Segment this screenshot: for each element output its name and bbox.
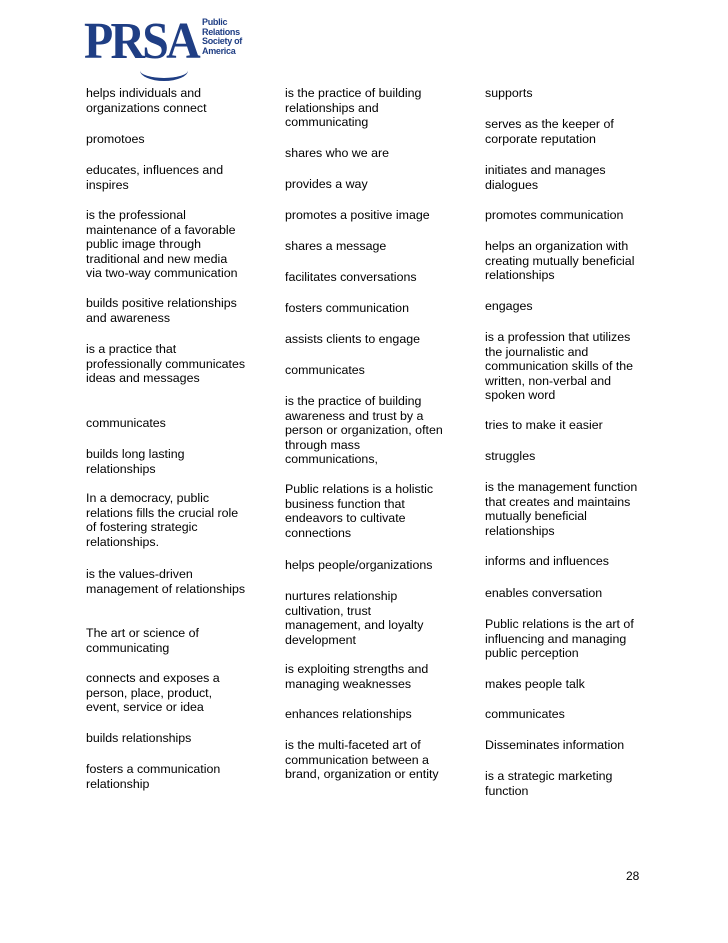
definition-entry: builds positive relationships and awareness [86, 296, 237, 325]
definition-entry: engages [485, 299, 533, 313]
logo-line: Public [202, 17, 228, 27]
definition-entry: Public relations is the art of influencing and managing public perception [485, 617, 634, 660]
definition-entry: The art or science of communicating [86, 626, 199, 655]
definition-entry: communicates [86, 416, 166, 430]
definition-entry: promotes a positive image [285, 208, 430, 222]
definition-entry: informs and influences [485, 554, 609, 568]
definition-entry: helps individuals and organizations connect [86, 86, 207, 115]
definition-entry: makes people talk [485, 677, 585, 691]
logo-line: Relations [202, 26, 240, 37]
definition-entry: is a strategic marketing function [485, 769, 613, 798]
definition-entry: nurtures relationship cultivation, trust management, and loyalty development [285, 589, 424, 647]
page-number: 28 [626, 869, 640, 883]
definition-entry: communicates [485, 707, 565, 721]
definition-entry: serves as the keeper of corporate reputation [485, 117, 614, 146]
definition-entry: fosters a communication relationship [86, 762, 221, 791]
definition-entry: provides a way [285, 177, 368, 191]
definition-entry: builds relationships [86, 731, 192, 745]
prsa-logo [84, 14, 264, 76]
definition-entry: is the practice of building relationships and communicating [285, 86, 422, 129]
definition-entry: is exploiting strengths and managing weaknesses [285, 662, 429, 691]
definition-entry: promotes communication [485, 208, 624, 222]
definition-entry: educates, influences and inspires [86, 163, 224, 192]
definition-entry: enhances relationships [285, 707, 412, 721]
definition-entry: assists clients to engage [285, 332, 420, 346]
logo-text [202, 18, 242, 56]
definition-entry: communicates [285, 363, 365, 377]
definition-entry: is the management function that creates and maintains mutually beneficial relationships [485, 480, 638, 538]
definition-entry: is the values-driven management of relationships [86, 567, 246, 596]
definition-entry: shares a message [285, 239, 387, 253]
definition-entry: is the multi-faceted art of communication between a brand, organization or entity [285, 738, 439, 781]
definition-entry: is a practice that professionally communicates ideas and messages [86, 342, 246, 385]
logo-line: America [202, 45, 236, 56]
definition-entry: Public relations is a holistic business function that endeavors to cultivate connections [285, 482, 434, 540]
definition-entry: promotoes [86, 132, 145, 146]
definition-entry: connects and exposes a person, place, product, event, service or idea [86, 671, 220, 714]
logo-swoosh [140, 60, 188, 81]
definition-entry: enables conversation [485, 586, 603, 600]
definition-entry: tries to make it easier [485, 418, 603, 432]
definition-entry: In a democracy, public relations fills the crucial role of fostering strategic relationships. [86, 491, 239, 549]
definition-entry: struggles [485, 449, 536, 463]
logo-mark: PRSA [84, 13, 198, 70]
definition-entry: is a profession that utilizes the journalistic and communication skills of the written, non-verbal and spoken word [485, 330, 634, 402]
logo-line: Society of [202, 36, 243, 46]
definition-entry: shares who we are [285, 146, 389, 160]
definition-entry: supports [485, 86, 533, 100]
definition-entry: initiates and manages dialogues [485, 163, 606, 192]
definition-entry: is the practice of building awareness and trust by a person or organization, often through mass communications, [285, 394, 443, 466]
definition-entry: is the professional maintenance of a favorable public image through traditional and new media via two-way communication [86, 208, 238, 280]
definition-entry: facilitates conversations [285, 270, 417, 284]
definition-entry: Disseminates information [485, 738, 625, 752]
definition-entry: helps an organization with creating mutually beneficial relationships [485, 239, 635, 282]
definition-entry: fosters communication [285, 301, 409, 315]
definition-entry: builds long lasting relationships [86, 447, 185, 476]
definition-entry: helps people/organizations [285, 558, 433, 572]
